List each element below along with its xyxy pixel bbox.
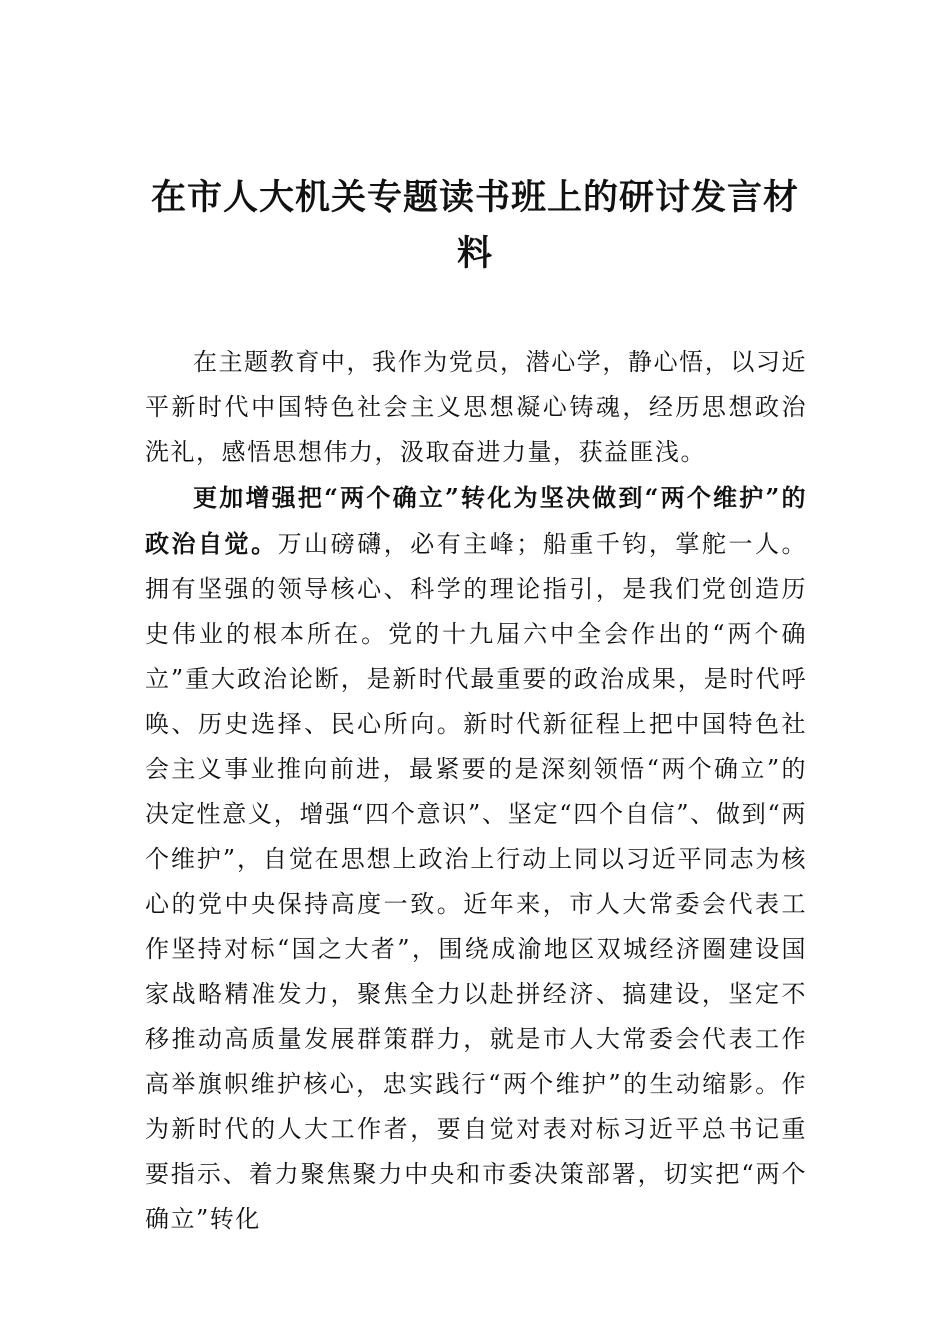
document-body bbox=[145, 340, 807, 1242]
paragraph-section-1 bbox=[145, 475, 807, 1242]
document-title: 在市人大机关专题读书班上的研讨发言材料 bbox=[150, 177, 799, 274]
paragraph-intro bbox=[145, 340, 807, 475]
paragraph-text: 万山磅礴，必有主峰；船重千钧，掌舵一人。拥有坚强的领导核心、科学的理论指引，是我们党创造历史伟业的根本所在。党的十九届六中全会作出的“两个确立”重大政治论断，是新时代最重要的政治成果，是时代呼唤、历史选择、民心所向。新时代新征程上把中国特色社会主义事业推向前进，最紧要的是深刻领悟“两个确立”的决定性意义，增强“四个意识”、坚定“四个自信”、做到“两个维护”，自觉在思想上政治上行动上同以习近平同志为核心的党中央保持高度一致。近年来，市人大常委会代表工作坚持对标“国之大者”，围绕成渝地区双城经济圈建设国家战略精准发力，聚焦全力以赴拼经济、搞建设，坚定不移推动高质量发展群策群力，就是市人大常委会代表工作高举旗帜维护核心，忠实践行“两个维护”的生动缩影。作为新时代的人大工作者，要自觉对表对标习近平总书记重要指示、着力聚焦聚力中央和市委决策部署，切实把“两个确立”转化 bbox=[145, 530, 808, 1233]
paragraph-text: 在主题教育中，我作为党员，潜心学，静心悟，以习近平新时代中国特色社会主义思想凝心铸魂，经历思想政治洗礼，感悟思想伟力，汲取奋进力量，获益匪浅。 bbox=[145, 348, 807, 466]
paragraph-lead-heading: 更加增强把“两个确立”转化为坚决做到“两个维护”的政治自觉。 bbox=[145, 483, 807, 558]
